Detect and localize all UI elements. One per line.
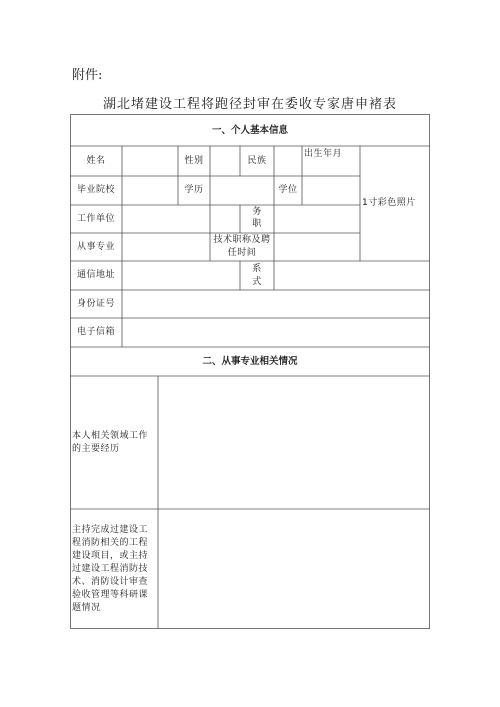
tech-title-label-line2: 任时间 (227, 248, 257, 258)
ethnicity-label: 民族 (247, 155, 267, 166)
specialty-label: 从事专业 (76, 241, 115, 252)
tech-title-label-line1: 技术职称及聘 (213, 235, 271, 245)
position-label-line1: 务 (252, 207, 262, 217)
employer-label: 工作单位 (76, 213, 115, 224)
id-number-label: 身份证号 (76, 298, 115, 309)
photo-placeholder: 1寸彩色照片 (362, 198, 416, 208)
education-label: 学历 (184, 185, 204, 195)
section-1-heading: 一、个人基本信息 (211, 124, 288, 136)
contact-label-line2: 式 (252, 277, 262, 287)
birth-date-label: 出生年月 (304, 148, 343, 159)
expert-application-table (70, 114, 430, 629)
email-label: 电子信箱 (76, 327, 115, 337)
contact-label-line1: 系 (252, 264, 262, 274)
form-title: 湖北堵建设工程将跑径封审在委收专家唐申褚表 (102, 97, 397, 112)
section-2-heading: 二、从事专业相关情况 (202, 356, 298, 367)
work-experience-label: 本人相关领域工作的主要经历 (72, 430, 149, 454)
degree-label: 学位 (278, 185, 298, 195)
address-label: 通信地址 (76, 270, 115, 280)
name-label: 姓名 (86, 155, 106, 166)
projects-research-label: 主持完成过建设工程消防相关的工程建设项目，或主持过建设工程消防技术、消防设计审查验收管理等科研课题情况 (72, 524, 149, 613)
gender-label: 性别 (184, 155, 204, 166)
position-label-line2: 职 (252, 219, 262, 229)
school-label: 毕业院校 (76, 185, 115, 195)
attachment-label: 附件: (72, 68, 103, 83)
